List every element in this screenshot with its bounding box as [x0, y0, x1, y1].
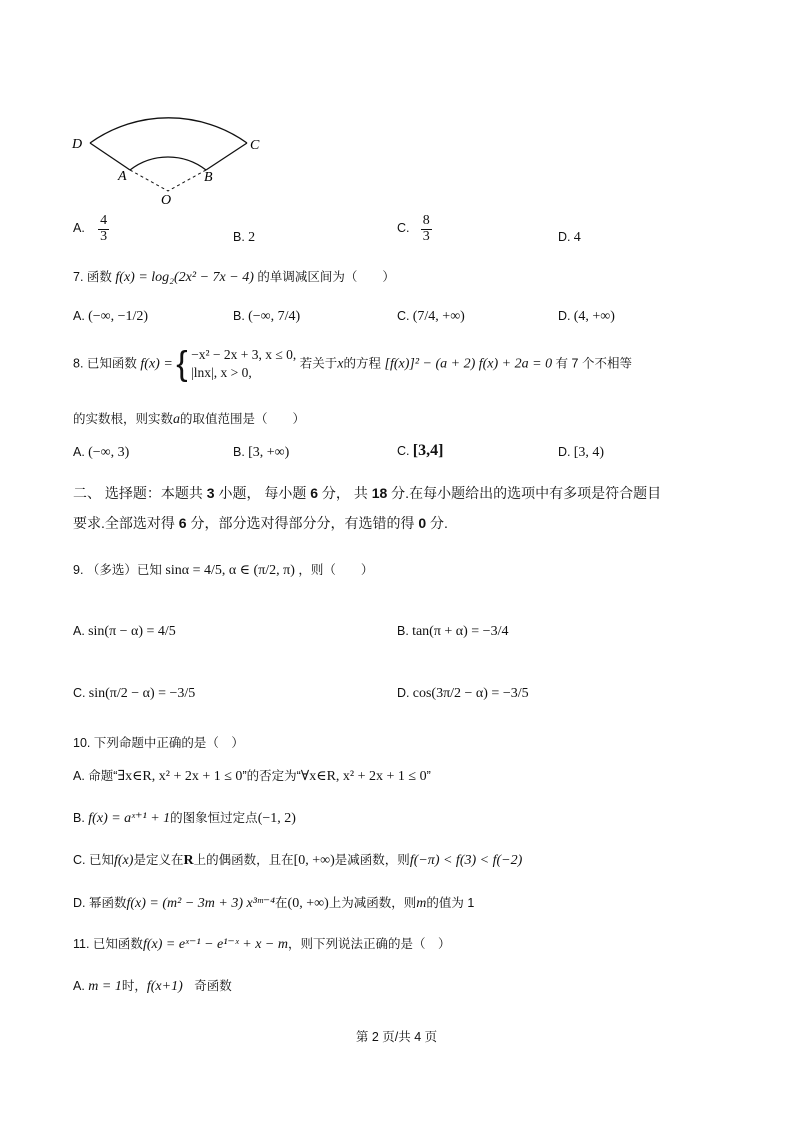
q7-stem — [73, 267, 395, 286]
interval: (0, +∞) — [287, 896, 329, 911]
page-number: 第 2 页/共 4 页 — [355, 1030, 438, 1044]
option-value: sin(π − α) = 4/5 — [88, 624, 176, 639]
piecewise-definition — [191, 346, 296, 382]
outer-arc — [90, 118, 247, 143]
option-value: (4, +∞) — [573, 309, 615, 324]
option-label: B. — [233, 445, 245, 459]
option-value: [3, +∞) — [248, 445, 290, 460]
q7-option-a[interactable] — [73, 308, 148, 325]
option-label: A. — [73, 979, 85, 993]
option-text: 幂函数 — [88, 896, 127, 910]
label-D: D — [72, 137, 83, 152]
option-label: D. — [73, 896, 86, 910]
option-label: D. — [558, 309, 571, 323]
q10-option-b[interactable] — [73, 808, 296, 827]
segment-DA — [90, 143, 130, 170]
dashed-AO — [130, 170, 168, 191]
negation-expression: ∀x∈R, x² + 2x + 1 ≤ 0 — [300, 769, 427, 784]
stem-text: 的方程 — [343, 356, 382, 371]
stem-text: 的实数根，则实数 — [73, 412, 174, 426]
stem-text: 若关于 — [299, 356, 338, 371]
fx-label: f(x) = — [140, 356, 173, 372]
q7-option-d[interactable] — [558, 308, 615, 325]
real-set-symbol: R — [183, 853, 194, 868]
option-label: D. — [397, 686, 410, 700]
section-text: 要求.全部选对得 — [73, 515, 179, 531]
section-text: 二、 选择题：本题共 — [73, 485, 207, 501]
section-text: 小题， 每小题 — [214, 485, 311, 501]
option-text: 上为减函数，则 — [328, 896, 417, 910]
stem-text: 10. 下列命题中正确的是（ ） — [73, 736, 244, 750]
q10-stem — [73, 733, 244, 751]
variable-x: x — [337, 356, 344, 372]
total-points: 18 — [371, 485, 388, 501]
option-value: (−∞, −1/2) — [88, 309, 149, 324]
option-value: (7/4, +∞) — [412, 309, 465, 324]
points-per: 6 — [310, 485, 319, 501]
variable-m: m — [416, 896, 427, 911]
option-label: A. — [73, 309, 85, 323]
numerator: 8 — [422, 213, 430, 228]
q9-option-a[interactable] — [73, 623, 176, 640]
stem-tail: 有 7 个不相等 — [555, 356, 632, 371]
option-label: B. — [233, 230, 245, 244]
function-symbol: f(x) — [114, 853, 134, 868]
option-value: 4 — [573, 230, 581, 245]
option-label: B. — [73, 811, 85, 825]
question-count: 3 — [206, 485, 215, 501]
fixed-point: (−1, 2) — [257, 811, 296, 826]
section-text: 分. — [426, 515, 448, 531]
section-2-header-line1 — [73, 483, 661, 503]
q8-option-c[interactable] — [397, 442, 443, 460]
fraction — [421, 214, 432, 244]
stem-suffix: 的单调减区间为（ ） — [257, 270, 395, 284]
q6-option-c[interactable] — [397, 214, 434, 244]
denominator: 3 — [422, 228, 430, 244]
option-label: C. — [397, 444, 410, 458]
section-text: 分， 共 — [318, 485, 372, 501]
option-label: A. — [73, 221, 85, 236]
q9-option-c[interactable] — [73, 685, 195, 702]
stem-suffix: ，则（ ） — [298, 563, 374, 577]
fraction — [98, 214, 109, 244]
option-text: ”的否定为“ — [242, 769, 301, 783]
q9-option-b[interactable] — [397, 623, 508, 640]
section-text: 分.在每小题给出的选项中有多项是符合题目 — [387, 485, 662, 501]
page-footer — [0, 1027, 793, 1045]
label-A: A — [118, 169, 127, 184]
option-label: A. — [73, 445, 85, 459]
option-label: C. — [73, 853, 86, 867]
q9-option-d[interactable] — [397, 685, 529, 702]
q6-option-d[interactable] — [558, 229, 581, 246]
q8-option-d[interactable] — [558, 444, 604, 461]
option-label: C. — [397, 309, 410, 323]
section-text: 分，部分选对得部分分，有选错的得 — [186, 515, 419, 531]
option-label: B. — [233, 309, 245, 323]
option-text: 是减函数，则 — [334, 853, 410, 867]
option-text: ” — [426, 769, 431, 783]
label-O: O — [161, 193, 172, 208]
option-text: 在 — [275, 896, 288, 910]
q6-option-a[interactable] — [73, 214, 111, 244]
segment-CB — [206, 143, 247, 170]
q8-stem-line1 — [73, 346, 632, 382]
option-value: sin(π/2 − α) = −3/5 — [88, 686, 196, 701]
stem-prefix: 9. （多选）已知 — [73, 563, 162, 577]
q6-option-b[interactable] — [233, 229, 255, 246]
left-brace-icon: { — [176, 345, 188, 384]
stem-prefix: 7. 函数 — [73, 270, 112, 284]
option-text: 命题“ — [88, 769, 118, 783]
option-text: 已知 — [88, 853, 114, 867]
option-value: [3, 4) — [573, 445, 605, 460]
option-label: B. — [397, 624, 409, 638]
function-symbol: f(x+1) — [146, 979, 183, 994]
option-value: (−∞, 7/4) — [248, 309, 301, 324]
variable-a: a — [173, 412, 181, 427]
function-expression: f(x) = log₂(2x² − 7x − 4) — [115, 270, 254, 285]
q8-stem-line2 — [73, 409, 305, 428]
q11-option-a[interactable] — [73, 976, 232, 995]
q10-option-a[interactable] — [73, 766, 431, 785]
proposition-expression: ∃x∈R, x² + 2x + 1 ≤ 0 — [117, 769, 243, 784]
sector-figure — [60, 80, 280, 210]
inner-arc — [130, 157, 206, 170]
label-B: B — [204, 170, 213, 185]
label-C: C — [250, 138, 260, 153]
option-label: D. — [558, 445, 571, 459]
q11-stem — [73, 934, 451, 953]
numerator: 4 — [100, 213, 108, 228]
q7-option-c[interactable] — [397, 308, 465, 325]
q9-stem — [73, 560, 373, 579]
option-value: (−∞, 3) — [88, 445, 130, 460]
function-expression: f(x) = eˣ⁻¹ − e¹⁻ˣ + x − m — [142, 937, 288, 952]
option-text: 是定义在 — [133, 853, 184, 867]
section-2-header-line2 — [73, 513, 448, 533]
q7-option-b[interactable] — [233, 308, 300, 325]
option-value: tan(π + α) = −3/4 — [412, 624, 509, 639]
equation: [f(x)]² − (a + 2) f(x) + 2a = 0 — [384, 356, 553, 372]
stem-prefix: 11. 已知函数 — [73, 937, 143, 951]
stem-suffix: ，则下列说法正确的是（ ） — [287, 937, 451, 951]
condition: m = 1 — [88, 979, 122, 994]
option-text: 的值为 1 — [426, 896, 475, 910]
option-text: 的图象恒过定点 — [170, 811, 258, 825]
option-label: C. — [397, 221, 410, 236]
option-text: 奇函数 — [194, 979, 232, 993]
stem-text: 的取值范围是（ ） — [180, 412, 306, 426]
option-label: A. — [73, 769, 85, 783]
function-expression: f(x) = aˣ⁺¹ + 1 — [88, 811, 171, 826]
option-label: A. — [73, 624, 85, 638]
q8-option-b[interactable] — [233, 444, 289, 461]
q10-option-d[interactable] — [73, 893, 474, 912]
option-text: 时， — [121, 979, 147, 993]
piece-2: |lnx|, x > 0, — [191, 365, 252, 381]
q10-option-c[interactable] — [73, 850, 522, 869]
option-value: cos(3π/2 − α) = −3/5 — [412, 686, 529, 701]
piece-1: −x² − 2x + 3, x ≤ 0, — [191, 347, 297, 362]
zero-points: 0 — [418, 515, 427, 531]
option-text: 上的偶函数，且在 — [193, 853, 294, 867]
condition: sinα = 4/5, α ∈ (π/2, π) — [165, 563, 295, 578]
option-value: 2 — [248, 230, 256, 245]
option-label: D. — [558, 230, 571, 244]
q8-option-a[interactable] — [73, 444, 129, 461]
denominator: 3 — [100, 228, 108, 244]
dashed-BO — [168, 170, 206, 191]
full-points: 6 — [178, 515, 187, 531]
inequality: f(−π) < f(3) < f(−2) — [409, 853, 523, 868]
power-function-expression: f(x) = (m² − 3m + 3) x³ᵐ⁻⁴ — [126, 896, 276, 911]
stem-prefix: 8. 已知函数 — [73, 356, 137, 371]
option-label: C. — [73, 686, 86, 700]
interval: [0, +∞) — [293, 853, 335, 868]
option-value: [3,4] — [412, 442, 444, 459]
